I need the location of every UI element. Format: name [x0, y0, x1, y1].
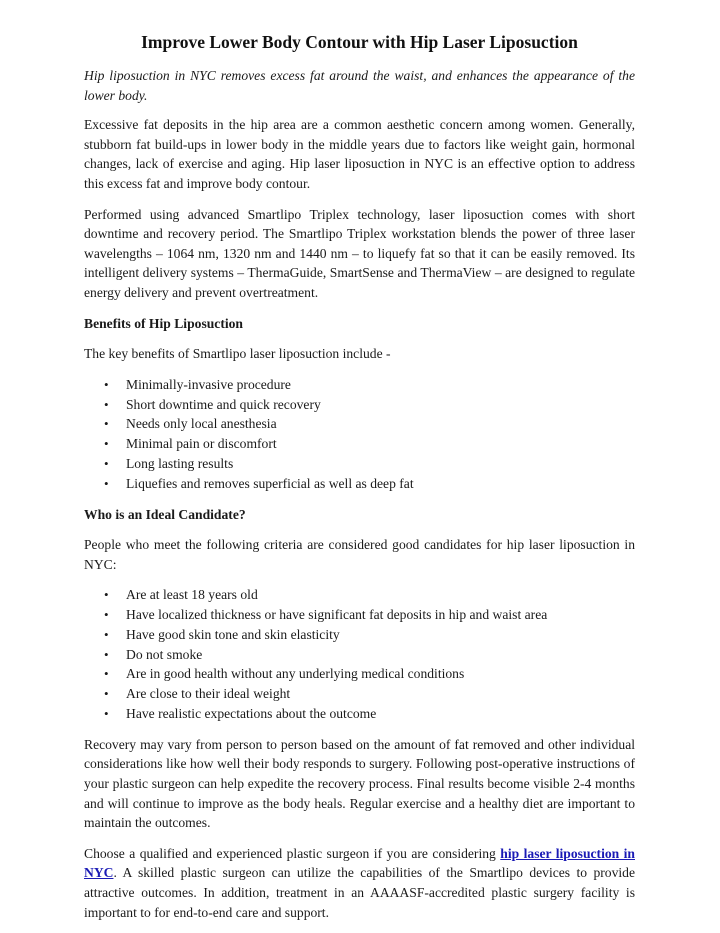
- list-item: • Have good skin tone and skin elasticity: [84, 625, 635, 645]
- page-title: Improve Lower Body Contour with Hip Laser Liposuction: [141, 32, 578, 52]
- list-item: • Are close to their ideal weight: [84, 684, 635, 704]
- list-item: • Minimally-invasive procedure: [84, 375, 635, 395]
- bullet-icon: •: [104, 626, 109, 642]
- list-item: • Have realistic expectations about the outcome: [84, 704, 635, 724]
- bullet-icon: •: [104, 706, 109, 722]
- candidate-lead: People who meet the following criteria are considered good candidates for hip laser liposuction in NYC:: [84, 537, 635, 572]
- hip-laser-liposuction-link[interactable]: hip laser liposuction in NYC: [84, 845, 635, 881]
- paragraph-recovery: Recovery may vary from person to person based on the amount of fat removed and other individual considerations like how well their body responds to surgery. Following post-operative instructions of your plastic surgeon can help expedite the recovery process. Final results become visible 2-4 months and will continue to improve as the body heals. Regular exercise and a healthy diet are important to maintain the outcomes.: [84, 736, 635, 831]
- bullet-icon: •: [104, 376, 109, 392]
- list-item: • Liquefies and removes superficial as well as deep fat: [84, 474, 635, 494]
- list-item: • Have localized thickness or have significant fat deposits in hip and waist area: [84, 605, 635, 625]
- bullet-icon: •: [104, 396, 109, 412]
- bullet-icon: •: [104, 455, 109, 471]
- bullet-icon: •: [104, 607, 109, 623]
- candidate-list: [84, 585, 635, 724]
- benefits-heading: Benefits of Hip Liposuction: [84, 315, 243, 331]
- bullet-icon: •: [104, 587, 109, 603]
- benefits-lead: The key benefits of Smartlipo laser liposuction include -: [84, 346, 391, 362]
- list-item: • Short downtime and quick recovery: [84, 395, 635, 415]
- intro-text: Hip liposuction in NYC removes excess fat around the waist, and enhances the appearance of the lower body.: [84, 68, 635, 103]
- list-item: • Long lasting results: [84, 454, 635, 474]
- benefits-list: [84, 375, 635, 494]
- candidate-heading: Who is an Ideal Candidate?: [84, 506, 246, 522]
- bullet-icon: •: [104, 475, 109, 491]
- bullet-icon: •: [104, 436, 109, 452]
- bullet-icon: •: [104, 666, 109, 682]
- document-page: [84, 30, 635, 933]
- paragraph-smartlipo: Performed using advanced Smartlipo Triplex technology, laser liposuction comes with short downtime and recovery period. The Smartlipo Triplex workstation blends the power of three laser wavelengths – 1064 nm, 1320 nm and 1440 nm – to liquefy fat so that it can be easily removed. Its intelligent delivery systems – ThermaGuide, SmartSense and ThermaView – are designed to regulate energy delivery and prevent overtreatment.: [84, 206, 635, 300]
- list-item: • Are at least 18 years old: [84, 585, 635, 605]
- paragraph-fat-deposits: Excessive fat deposits in the hip area are a common aesthetic concern among women. Generally, stubborn fat build-ups in lower body in the middle years due to factors like weight gain, hormonal changes, lack of exercise and aging. Hip laser liposuction in NYC is an effective option to address this excess fat and improve body contour.: [84, 117, 635, 191]
- list-item: • Are in good health without any underlying medical conditions: [84, 664, 635, 684]
- list-item: • Minimal pain or discomfort: [84, 434, 635, 454]
- bullet-icon: •: [104, 686, 109, 702]
- paragraph-choose-surgeon: Choose a qualified and experienced plastic surgeon if you are considering hip laser liposuction in NYC. A skilled plastic surgeon can utilize the capabilities of the Smartlipo devices to provide attractive outcomes. In addition, treatment in an AAAASF-accredited plastic surgery facility is important to for end-to-end care and support.: [84, 845, 635, 920]
- list-item: • Do not smoke: [84, 645, 635, 665]
- list-item: • Needs only local anesthesia: [84, 414, 635, 434]
- bullet-icon: •: [104, 646, 109, 662]
- bullet-icon: •: [104, 416, 109, 432]
